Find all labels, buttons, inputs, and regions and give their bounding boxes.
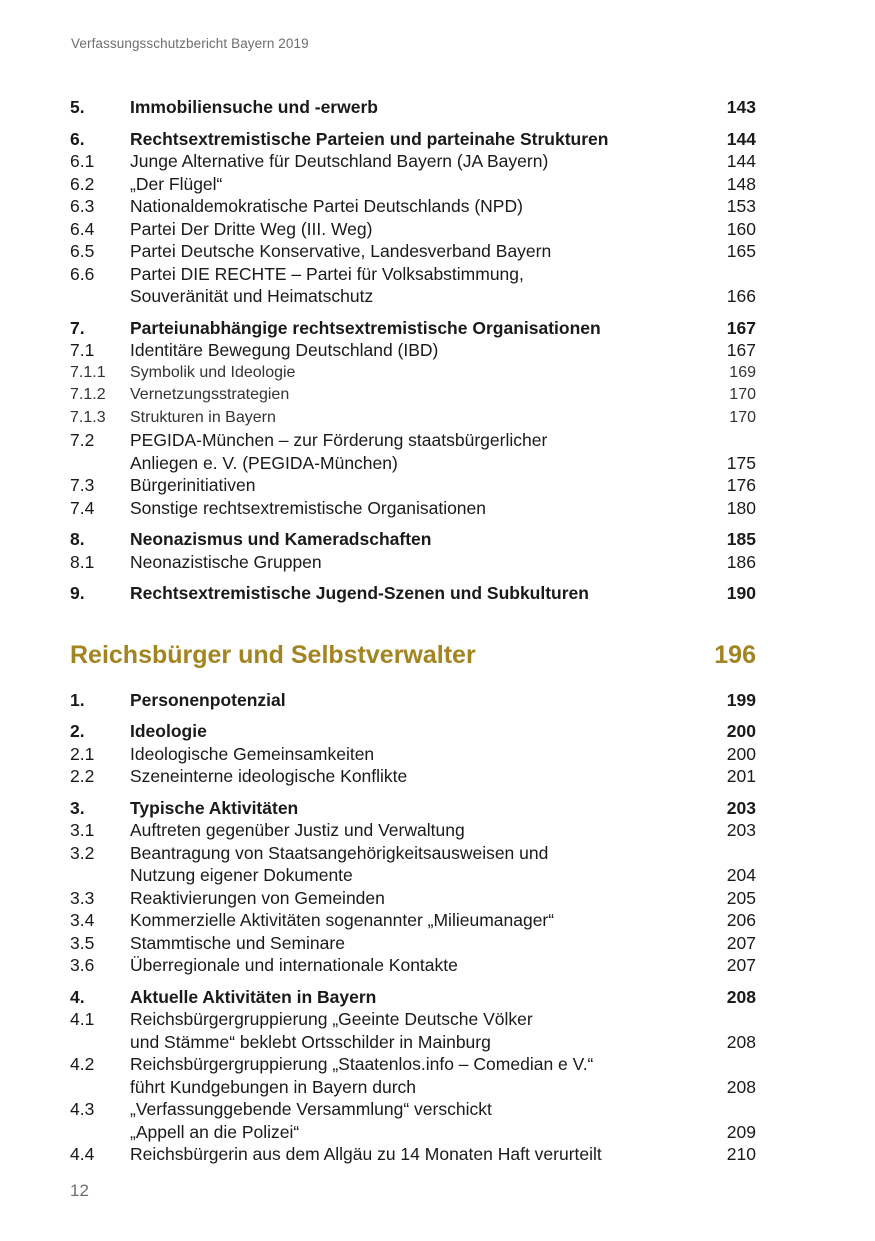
- toc-entry-number: 5.: [70, 97, 85, 117]
- toc-entry-title: [130, 743, 756, 766]
- toc-entry-number: 6.2: [70, 173, 95, 194]
- toc-entry[interactable]: [70, 986, 756, 1009]
- toc-spacer: [70, 573, 756, 582]
- toc-entry-page: 144: [726, 151, 756, 171]
- toc-entry-title: [130, 407, 756, 430]
- toc-entry-title: [130, 887, 756, 910]
- toc-entry-page: 205: [726, 887, 756, 908]
- page-number: 12: [70, 1181, 89, 1200]
- toc-entry-page: 209: [726, 1121, 756, 1142]
- toc-entry-title-line: Kommerzielle Aktivitäten sogenannter „Milieumanager“: [130, 910, 555, 930]
- toc-entry[interactable]: [70, 842, 756, 887]
- toc-entry-title-line: Ideologie: [130, 721, 207, 741]
- toc-entry-title: [130, 263, 756, 308]
- toc-entry-page: 170: [729, 386, 756, 403]
- toc-entry-number: 7.3: [70, 475, 95, 495]
- toc-entry-title-line: PEGIDA-München – zur Förderung staatsbürgerlicher: [130, 430, 548, 450]
- toc-entry[interactable]: [70, 384, 756, 407]
- toc-entry-title: [130, 986, 756, 1009]
- toc-entry-number: 4.4: [70, 1144, 95, 1164]
- toc-entry-title-line: „Appell an die Polizei“: [130, 1121, 300, 1142]
- toc-entry-title: [130, 1098, 756, 1143]
- toc-entry-number: 7.: [70, 317, 85, 338]
- toc-entry-title-line: Auftreten gegenüber Justiz und Verwaltung: [130, 820, 465, 840]
- toc-entry-title-line: und Stämme“ beklebt Ortsschilder in Mainburg: [130, 1031, 491, 1052]
- toc-entry-page: 169: [729, 363, 756, 381]
- toc-entry-title-line: Rechtsextremistische Jugend-Szenen und Subkulturen: [130, 583, 589, 603]
- toc-entry-title: [130, 218, 756, 241]
- toc-entry-number: 7.1: [70, 340, 95, 360]
- toc-entry[interactable]: [70, 797, 756, 820]
- toc-entry-page: 208: [726, 1031, 756, 1052]
- toc-entry[interactable]: [70, 474, 756, 497]
- toc-entry-title: [130, 96, 756, 119]
- toc-entry-title-line: Rechtsextremistische Parteien und parteinahe Strukturen: [130, 128, 609, 149]
- toc-entry-title-line: Parteiunabhängige rechtsextremistische Organisationen: [130, 317, 601, 338]
- toc-entry-title-line: Vernetzungsstrategien: [130, 386, 290, 403]
- toc-entry-number: 6.3: [70, 196, 95, 216]
- toc-entry-title-line: Neonazismus und Kameradschaften: [130, 529, 432, 549]
- toc-entry-title: [130, 173, 756, 196]
- toc-entry[interactable]: [70, 932, 756, 955]
- toc-entry-title-line: Partei Deutsche Konservative, Landesverband Bayern: [130, 241, 552, 261]
- toc-entry-title-line: „Der Flügel“: [130, 173, 223, 194]
- toc-spacer: [70, 711, 756, 720]
- toc-entry-title-line: führt Kundgebungen in Bayern durch: [130, 1076, 417, 1097]
- toc-entry-title: [130, 362, 756, 385]
- toc-entry-number: 4.: [70, 986, 85, 1007]
- toc-entry-number: 3.4: [70, 910, 95, 930]
- toc-entry-number: 2.2: [70, 766, 95, 786]
- toc-entry-number: 6.4: [70, 218, 95, 239]
- toc-spacer: [70, 308, 756, 317]
- toc-entry-page: 203: [726, 820, 756, 840]
- toc-entry[interactable]: [70, 128, 756, 151]
- toc-spacer: [70, 788, 756, 797]
- toc-entry-title: [130, 551, 756, 574]
- toc-entry[interactable]: [70, 362, 756, 385]
- toc-entry[interactable]: [70, 218, 756, 241]
- toc-entry-number: 6.5: [70, 241, 95, 261]
- toc-entry-number: 7.1.2: [70, 386, 106, 403]
- toc-entry-title-line: Souveränität und Heimatschutz: [130, 286, 374, 306]
- toc-entry-number: 3.3: [70, 887, 95, 908]
- toc-entry-title: [130, 689, 756, 712]
- toc-entry-title: [130, 528, 756, 551]
- toc-entry[interactable]: [70, 1143, 756, 1166]
- toc-entry-title-line: Typische Aktivitäten: [130, 797, 299, 818]
- toc-entry-title-line: „Verfassunggebende Versammlung“ verschickt: [130, 1099, 492, 1119]
- toc-entry-page: 165: [726, 241, 756, 261]
- toc-entry[interactable]: [70, 1008, 756, 1053]
- toc-entry-page: 204: [726, 865, 756, 885]
- toc-entry-page: 167: [726, 317, 756, 338]
- toc-entry[interactable]: [70, 528, 756, 551]
- toc-entry-title: [130, 819, 756, 842]
- toc-entry-title-line: Beantragung von Staatsangehörigkeitsausweisen und: [130, 842, 549, 863]
- toc-entry-title: [130, 497, 756, 520]
- toc-entry[interactable]: [70, 909, 756, 932]
- toc-entry-title: [130, 842, 756, 887]
- toc-entry-number: 3.5: [70, 932, 95, 953]
- toc-entry[interactable]: [70, 551, 756, 574]
- toc-entry[interactable]: [70, 582, 756, 605]
- toc-entry-page: 180: [726, 497, 756, 518]
- toc-entry-title-line: Identitäre Bewegung Deutschland (IBD): [130, 340, 439, 360]
- toc-entry-page: 176: [726, 475, 756, 495]
- toc-entry-page: 153: [726, 196, 756, 216]
- toc-entry-page: 200: [726, 721, 756, 741]
- toc-entry-title-line: Bürgerinitiativen: [130, 475, 256, 495]
- toc-entry-title-line: Strukturen in Bayern: [130, 408, 276, 426]
- toc-entry-title: [130, 128, 756, 151]
- toc-entry-title: [130, 150, 756, 173]
- toc-entry[interactable]: [70, 429, 756, 474]
- toc-entry-title: [130, 339, 756, 362]
- toc-entry-title-line: Junge Alternative für Deutschland Bayern (JA Bayern): [130, 151, 549, 171]
- toc-entry-page: 190: [726, 583, 756, 603]
- toc-entry-number: 3.6: [70, 955, 95, 975]
- toc-entry-title-line: Reichsbürgergruppierung „Staatenlos.info – Comedian e V.“: [130, 1054, 594, 1074]
- toc-entry-title-line: Symbolik und Ideologie: [130, 363, 296, 381]
- toc-entry[interactable]: [70, 720, 756, 743]
- toc-entry[interactable]: [70, 954, 756, 977]
- toc-entry-title: [130, 474, 756, 497]
- toc-entry-page: 208: [726, 986, 756, 1007]
- toc-spacer: [70, 119, 756, 128]
- toc-part-rechtsextremismus: [70, 96, 756, 605]
- toc-entry-title-line: Reichsbürgerin aus dem Allgäu zu 14 Monaten Haft verurteilt: [130, 1144, 602, 1164]
- toc-entry-page: 166: [726, 286, 756, 306]
- toc-entry-number: 6.1: [70, 151, 95, 171]
- toc-entry-number: 7.1.1: [70, 363, 106, 381]
- section-page-number: 196: [714, 640, 756, 669]
- toc-entry-number: 3.1: [70, 820, 95, 840]
- toc-entry[interactable]: [70, 743, 756, 766]
- toc-entry-title: [130, 429, 756, 474]
- toc-entry-number: 7.2: [70, 430, 95, 450]
- toc-entry[interactable]: [70, 819, 756, 842]
- toc-entry-title-line: Personenpotenzial: [130, 689, 286, 710]
- toc-entry-number: 3.: [70, 797, 85, 818]
- toc-entry-title: [130, 954, 756, 977]
- toc-entry-page: 208: [726, 1076, 756, 1097]
- toc-entry[interactable]: [70, 317, 756, 340]
- table-of-contents: [70, 96, 756, 1166]
- toc-entry[interactable]: [70, 150, 756, 173]
- toc-entry[interactable]: [70, 407, 756, 430]
- toc-entry-title-line: Partei DIE RECHTE – Partei für Volksabstimmung,: [130, 263, 524, 284]
- toc-entry-number: 2.1: [70, 743, 95, 764]
- toc-entry-title: [130, 384, 756, 407]
- toc-entry-title: [130, 317, 756, 340]
- toc-entry[interactable]: [70, 497, 756, 520]
- toc-entry-title-line: Immobiliensuche und -erwerb: [130, 97, 378, 117]
- toc-entry-title-line: Neonazistische Gruppen: [130, 551, 322, 572]
- toc-entry[interactable]: [70, 887, 756, 910]
- toc-entry-page: 175: [726, 452, 756, 473]
- toc-entry[interactable]: [70, 195, 756, 218]
- toc-entry-title-line: Nutzung eigener Dokumente: [130, 865, 353, 885]
- toc-entry-title-line: Nationaldemokratische Partei Deutschlands (NPD): [130, 196, 523, 216]
- toc-entry-number: 2.: [70, 721, 85, 741]
- toc-entry[interactable]: [70, 339, 756, 362]
- toc-entry-title: [130, 932, 756, 955]
- toc-entry-number: 1.: [70, 689, 85, 710]
- toc-entry-page: 210: [726, 1144, 756, 1164]
- toc-entry-number: 6.6: [70, 263, 95, 284]
- toc-entry-page: 170: [729, 408, 756, 426]
- toc-entry-number: 6.: [70, 128, 85, 149]
- toc-entry-title: [130, 720, 756, 743]
- toc-entry-number: 4.2: [70, 1054, 95, 1074]
- toc-spacer: [70, 519, 756, 528]
- toc-entry-page: 207: [726, 932, 756, 953]
- toc-entry-number: 7.4: [70, 497, 95, 518]
- toc-entry-title: [130, 195, 756, 218]
- toc-entry-title-line: Sonstige rechtsextremistische Organisationen: [130, 497, 487, 518]
- toc-entry-title-line: Stammtische und Seminare: [130, 932, 345, 953]
- toc-entry-page: 203: [726, 797, 756, 818]
- toc-entry-title: [130, 909, 756, 932]
- toc-entry-title-line: Reichsbürgergruppierung „Geeinte Deutsche Völker: [130, 1009, 533, 1029]
- toc-entry-page: 160: [726, 218, 756, 239]
- section-heading: [70, 641, 756, 675]
- toc-entry[interactable]: [70, 1098, 756, 1143]
- toc-entry-number: 3.2: [70, 842, 95, 863]
- toc-entry-page: 167: [726, 340, 756, 360]
- section-title: Reichsbürger und Selbstverwalter: [70, 640, 476, 669]
- toc-entry-page: 201: [726, 766, 756, 786]
- toc-entry-title-line: Anliegen e. V. (PEGIDA-München): [130, 452, 398, 473]
- toc-entry-title: [130, 240, 756, 263]
- toc-entry[interactable]: [70, 1053, 756, 1098]
- toc-entry-title: [130, 1143, 756, 1166]
- toc-entry[interactable]: [70, 240, 756, 263]
- toc-entry-number: 8.1: [70, 551, 95, 572]
- toc-entry-number: 4.3: [70, 1099, 95, 1119]
- toc-entry-page: 199: [726, 689, 756, 710]
- toc-entry[interactable]: [70, 173, 756, 196]
- toc-entry[interactable]: [70, 263, 756, 308]
- toc-entry-page: 200: [726, 743, 756, 764]
- toc-entry-page: 185: [726, 529, 756, 549]
- toc-entry-page: 207: [726, 955, 756, 975]
- toc-entry-title-line: Partei Der Dritte Weg (III. Weg): [130, 218, 373, 239]
- toc-entry-page: 144: [726, 128, 756, 149]
- toc-entry-number: 4.1: [70, 1009, 95, 1029]
- toc-part-reichsbuerger: [70, 689, 756, 1166]
- toc-entry-title-line: Ideologische Gemeinsamkeiten: [130, 743, 375, 764]
- toc-entry-title-line: Überregionale und internationale Kontakte: [130, 955, 458, 975]
- toc-entry-title-line: Szeneinterne ideologische Konflikte: [130, 766, 408, 786]
- toc-entry[interactable]: [70, 96, 756, 119]
- toc-entry-title-line: Reaktivierungen von Gemeinden: [130, 887, 385, 908]
- toc-entry-title-line: Aktuelle Aktivitäten in Bayern: [130, 986, 377, 1007]
- toc-entry-number: 8.: [70, 529, 85, 549]
- toc-entry-title: [130, 1053, 756, 1098]
- toc-entry-number: 9.: [70, 583, 85, 603]
- toc-entry-title: [130, 797, 756, 820]
- toc-entry-title: [130, 1008, 756, 1053]
- toc-entry-number: 7.1.3: [70, 408, 106, 426]
- toc-entry-page: 186: [726, 551, 756, 572]
- toc-entry-title: [130, 765, 756, 788]
- toc-entry[interactable]: [70, 765, 756, 788]
- toc-entry-title: [130, 582, 756, 605]
- running-header: Verfassungsschutzbericht Bayern 2019: [71, 36, 309, 51]
- toc-entry[interactable]: [70, 689, 756, 712]
- toc-entry-page: 143: [726, 97, 756, 117]
- toc-entry-page: 148: [726, 173, 756, 194]
- toc-entry-page: 206: [726, 910, 756, 930]
- toc-spacer: [70, 977, 756, 986]
